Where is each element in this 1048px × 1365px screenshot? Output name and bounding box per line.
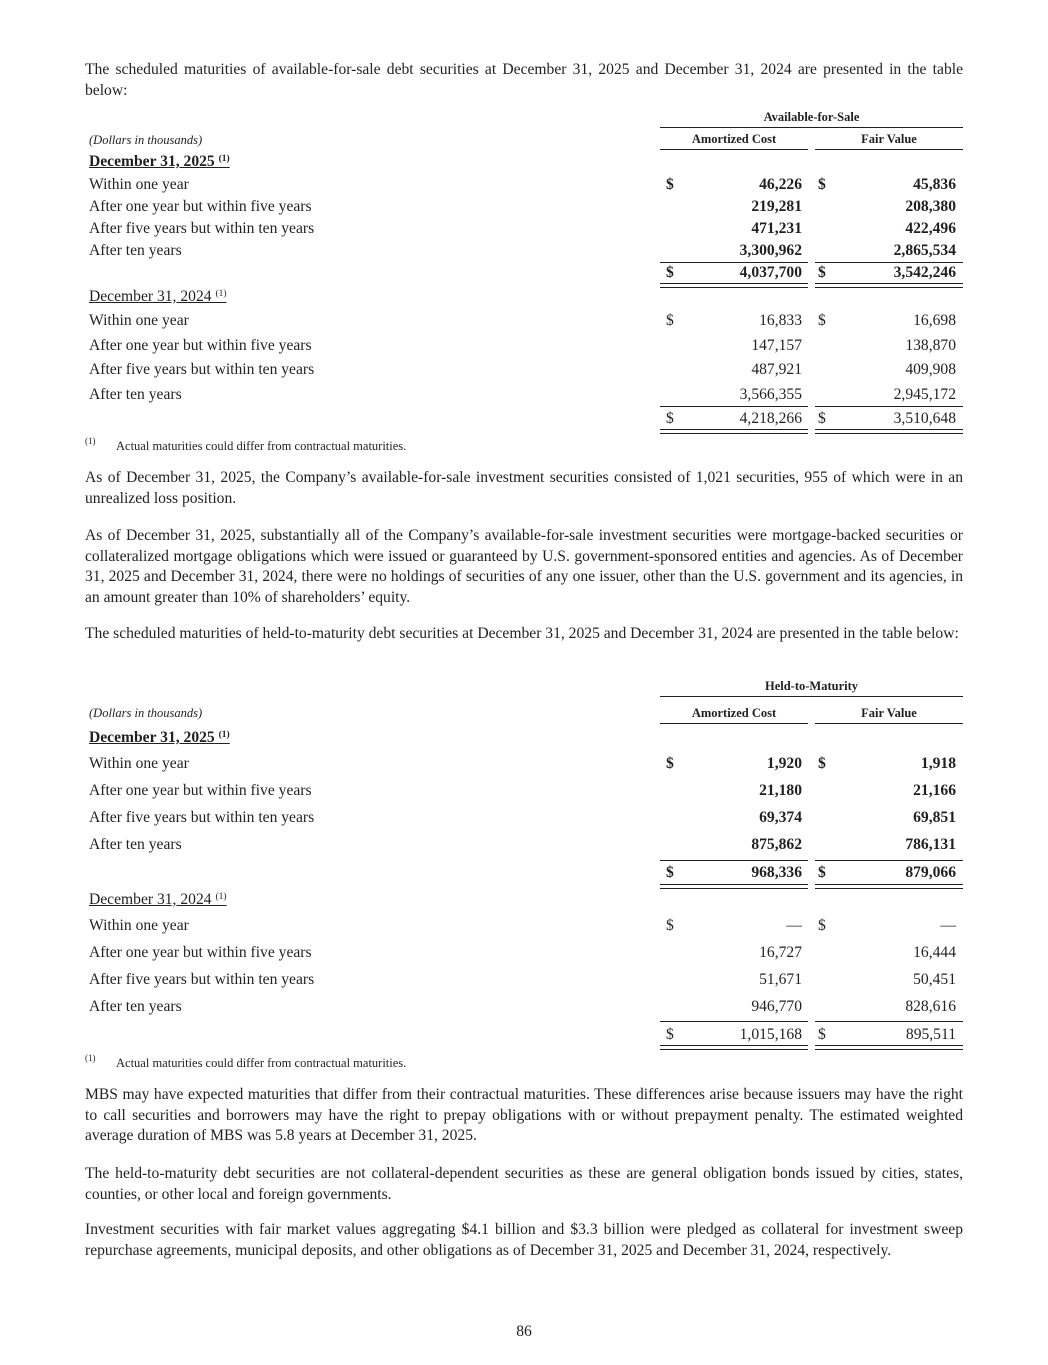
table-row: After ten years 3,300,962 2,865,534 bbox=[89, 242, 956, 259]
table-row: Within one year $ — $ — bbox=[89, 917, 956, 934]
total-double-rule bbox=[815, 1045, 963, 1050]
table-row: After one year but within five years 219,281 208,380 bbox=[89, 198, 956, 215]
total-double-rule bbox=[660, 429, 808, 434]
table-row: Within one year $ 46,226 $ 45,836 bbox=[89, 176, 956, 193]
htm-section-2025: December 31, 2025 $^{(1)}$ bbox=[89, 729, 230, 746]
subtotal-rule bbox=[815, 262, 963, 263]
subtotal-rule bbox=[660, 406, 808, 407]
htm-collateral-paragraph: The held-to-maturity debt securities are not collateral-dependent securities as these are general obligation bonds issued by cities, states, counties, or other local and foreign governments. bbox=[85, 1165, 963, 1203]
total-double-rule bbox=[815, 283, 963, 288]
intro-htm-paragraph: The scheduled maturities of held-to-maturity debt securities at December 31, 2025 and December 31, 2024 are presented in the table below: bbox=[85, 625, 959, 642]
afs-units-label: (Dollars in thousands) bbox=[89, 133, 203, 147]
afs-count-paragraph: As of December 31, 2025, the Company’s available-for-sale investment securities consisted of 1,021 securities, 955 of which were in an unrealized loss position. bbox=[85, 469, 963, 507]
total-row: $ 4,218,266 $ 3,510,648 bbox=[666, 410, 956, 427]
htm-group-header: Held-to-Maturity bbox=[660, 679, 963, 697]
table-row: After five years but within ten years 51,671 50,451 bbox=[89, 971, 956, 988]
htm-section-2024: December 31, 2024 $^{(1)}$ bbox=[89, 891, 227, 908]
mbs-duration-paragraph: MBS may have expected maturities that differ from their contractual maturities. These differences arise because issuers may have the right to call securities and borrowers may have the right to prepay obligations with or without prepayment penalty. The estimated weighted average duration of MBS was 5.8 years at December 31, 2025. bbox=[85, 1086, 963, 1144]
total-row: $ 4,037,700 $ 3,542,246 bbox=[666, 264, 956, 281]
table-row: After ten years 946,770 828,616 bbox=[89, 998, 956, 1015]
htm-col-fair-value: Fair Value bbox=[815, 706, 963, 724]
table-row: Within one year $ 1,920 $ 1,918 bbox=[89, 755, 956, 772]
table-row: After one year but within five years 16,727 16,444 bbox=[89, 944, 956, 961]
subtotal-rule bbox=[815, 1021, 963, 1022]
table-row: After ten years 3,566,355 2,945,172 bbox=[89, 386, 956, 403]
table-row: After five years but within ten years 69,374 69,851 bbox=[89, 809, 956, 826]
subtotal-rule bbox=[660, 860, 808, 861]
table-row: After five years but within ten years 487,921 409,908 bbox=[89, 361, 956, 378]
afs-col-fair-value: Fair Value bbox=[815, 132, 963, 150]
total-double-rule bbox=[660, 1045, 808, 1050]
total-double-rule bbox=[660, 884, 808, 889]
total-row: $ 1,015,168 $ 895,511 bbox=[666, 1026, 956, 1043]
afs-mbs-paragraph: As of December 31, 2025, substantially all of the Company’s available-for-sale investment securities were mortgage-backed securities or collateralized mortgage obligations which were issued or guaranteed by U.S. government-sponsored entities and agencies. As of December 31, 2025 and December 31, 2024, there were no holdings of securities of any one issuer, other than the U.S. government and its agencies, in an amount greater than 10% of shareholders’ equity. bbox=[85, 527, 963, 606]
total-double-rule bbox=[660, 283, 808, 288]
table-row: Within one year $ 16,833 $ 16,698 bbox=[89, 312, 956, 329]
page-number: 86 bbox=[516, 1323, 532, 1340]
afs-section-2024: December 31, 2024 $^{(1)}$ bbox=[89, 288, 227, 305]
afs-section-2025: December 31, 2025 $^{(1)}$ bbox=[89, 153, 230, 170]
subtotal-rule bbox=[815, 860, 963, 861]
pledged-securities-paragraph: Investment securities with fair market values aggregating $4.1 billion and $3.3 billion were pledged as collateral for investment sweep repurchase agreements, municipal deposits, and other obligations as of December 31, 2025 and December 31, 2024, respectively. bbox=[85, 1221, 963, 1259]
afs-col-amortized-cost: Amortized Cost bbox=[660, 132, 808, 150]
table-row: After five years but within ten years 471,231 422,496 bbox=[89, 220, 956, 237]
total-double-rule bbox=[815, 429, 963, 434]
table-row: After ten years 875,862 786,131 bbox=[89, 836, 956, 853]
table-row: After one year but within five years 147,157 138,870 bbox=[89, 337, 956, 354]
subtotal-rule bbox=[660, 1021, 808, 1022]
intro-afs-paragraph: The scheduled maturities of available-for-sale debt securities at December 31, 2025 and December 31, 2024 are presented in the table below: bbox=[85, 61, 963, 99]
subtotal-rule bbox=[815, 406, 963, 407]
total-double-rule bbox=[815, 884, 963, 889]
total-row: $ 968,336 $ 879,066 bbox=[666, 864, 956, 881]
htm-col-amortized-cost: Amortized Cost bbox=[660, 706, 808, 724]
afs-group-header: Available-for-Sale bbox=[660, 110, 963, 128]
table-row: After one year but within five years 21,180 21,166 bbox=[89, 782, 956, 799]
subtotal-rule bbox=[660, 262, 808, 263]
htm-units-label: (Dollars in thousands) bbox=[89, 706, 203, 720]
